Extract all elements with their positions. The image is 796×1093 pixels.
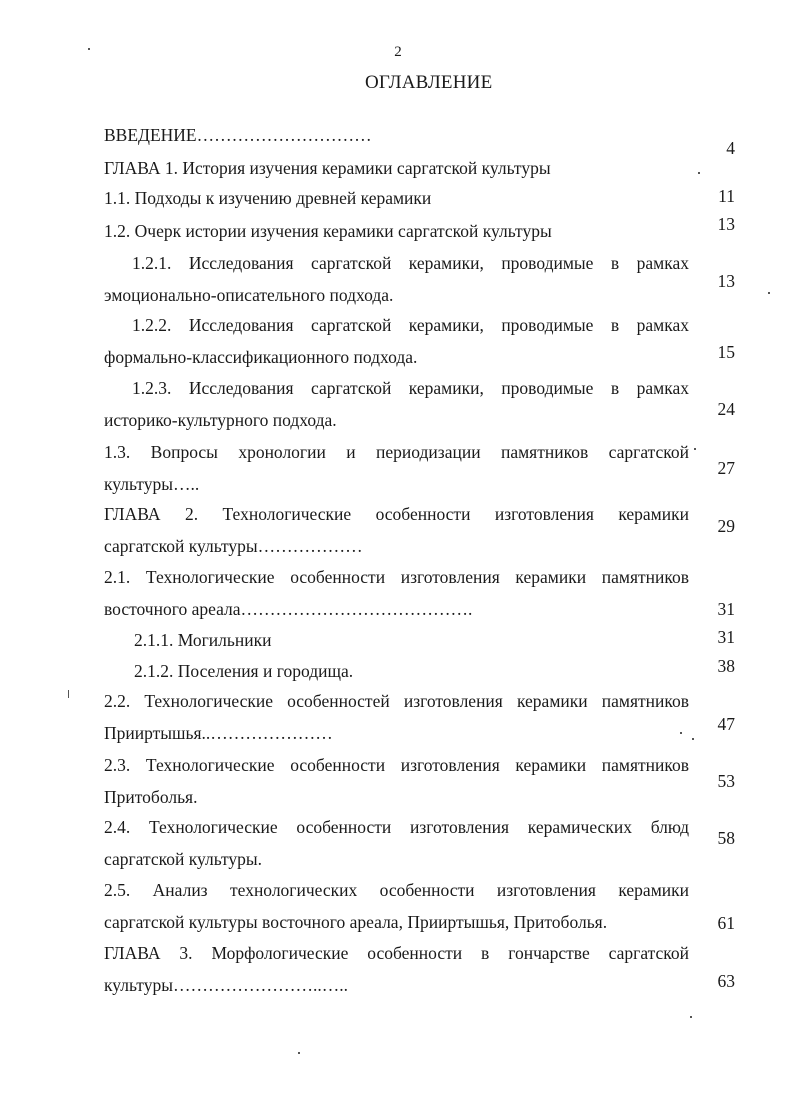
toc-page-number: 11 [718, 186, 735, 206]
toc-entry-line: 2.1. Технологические особенности изготовления керамики памятников [104, 567, 689, 587]
toc-entry-line: 2.5. Анализ технологических особенности изготовления керамики [104, 880, 689, 900]
toc-page-number: 31 [717, 627, 735, 647]
toc-entry-line: ГЛАВА 3. Морфологические особенности в гончарстве саргатской [104, 943, 689, 963]
page-title: ОГЛАВЛЕНИЕ [365, 72, 493, 93]
toc-entry-line: 2.3. Технологические особенности изготовления керамики памятников [104, 755, 689, 775]
toc-entry-line: 1.2.1. Исследования саргатской керамики, проводимые в рамках [132, 253, 689, 273]
scan-speck [694, 448, 696, 450]
toc-entry-line: 2.1.1. Могильники [134, 630, 272, 650]
toc-entry-line: ВВЕДЕНИЕ………………………… [104, 125, 372, 145]
toc-entry-line: культуры……………………..….. [104, 975, 348, 995]
page-number: 2 [394, 44, 402, 60]
scan-speck [692, 738, 694, 740]
toc-entry-line: 2.1.2. Поселения и городища. [134, 661, 354, 681]
toc-entry-line: 1.2.3. Исследования саргатской керамики, проводимые в рамках [132, 378, 689, 398]
scan-speck [68, 690, 69, 698]
toc-entry-line: 1.2. Очерк истории изучения керамики саргатской культуры [104, 221, 552, 241]
scan-speck [690, 1016, 692, 1018]
toc-entry-line: ГЛАВА 2. Технологические особенности изготовления керамики [104, 504, 689, 524]
toc-page-number: 61 [717, 913, 735, 933]
toc-page-number: 58 [717, 828, 735, 848]
toc-entry-line: эмоционально-описательного подхода. [104, 285, 394, 305]
toc-page-number: 13 [717, 214, 735, 234]
toc-entry-line: саргатской культуры. [104, 849, 263, 869]
toc-entry-line: 1.2.2. Исследования саргатской керамики, проводимые в рамках [132, 315, 689, 335]
toc-page-number: 4 [726, 138, 735, 158]
toc-entry-line: 1.1. Подходы к изучению древней керамики [104, 188, 432, 208]
toc-page-number: 24 [717, 399, 735, 419]
toc-page-number: 13 [717, 271, 735, 291]
toc-page-number: 38 [717, 656, 735, 676]
toc-entry-line: Притоболья. [104, 787, 198, 807]
toc-entry-line: восточного ареала…………………………………. [104, 599, 473, 619]
toc-page-number: 29 [717, 516, 735, 536]
toc-entry-line: ГЛАВА 1. История изучения керамики саргатской культуры [104, 158, 551, 178]
toc-page-number: 27 [717, 458, 735, 478]
scan-speck [698, 172, 700, 174]
toc-page-number: 15 [717, 342, 735, 362]
toc-entry-line: саргатской культуры восточного ареала, Прииртышья, Притоболья. [104, 912, 608, 932]
toc-entry-line: саргатской культуры……………… [104, 536, 363, 556]
toc-entry-line: 2.2. Технологические особенностей изготовления керамики памятников [104, 691, 689, 711]
toc-entry-line: культуры….. [104, 474, 200, 494]
scan-speck [298, 1052, 300, 1054]
toc-page-number: 31 [717, 599, 735, 619]
toc-entry-line: 2.4. Технологические особенности изготовления керамических блюд [104, 817, 689, 837]
toc-entry-line: формально-классификационного подхода. [104, 347, 418, 367]
toc-entry-line: историко-культурного подхода. [104, 410, 337, 430]
toc-entry-line: Прииртышья..………………… [104, 723, 333, 743]
toc-entry-line: 1.3. Вопросы хронологии и периодизации памятников саргатской [104, 442, 689, 462]
toc-page-number: 47 [717, 714, 735, 734]
scan-speck [88, 48, 90, 50]
scan-speck [680, 732, 682, 734]
scan-speck [768, 292, 770, 294]
toc-page-number: 63 [717, 971, 735, 991]
toc-page-number: 53 [717, 771, 735, 791]
